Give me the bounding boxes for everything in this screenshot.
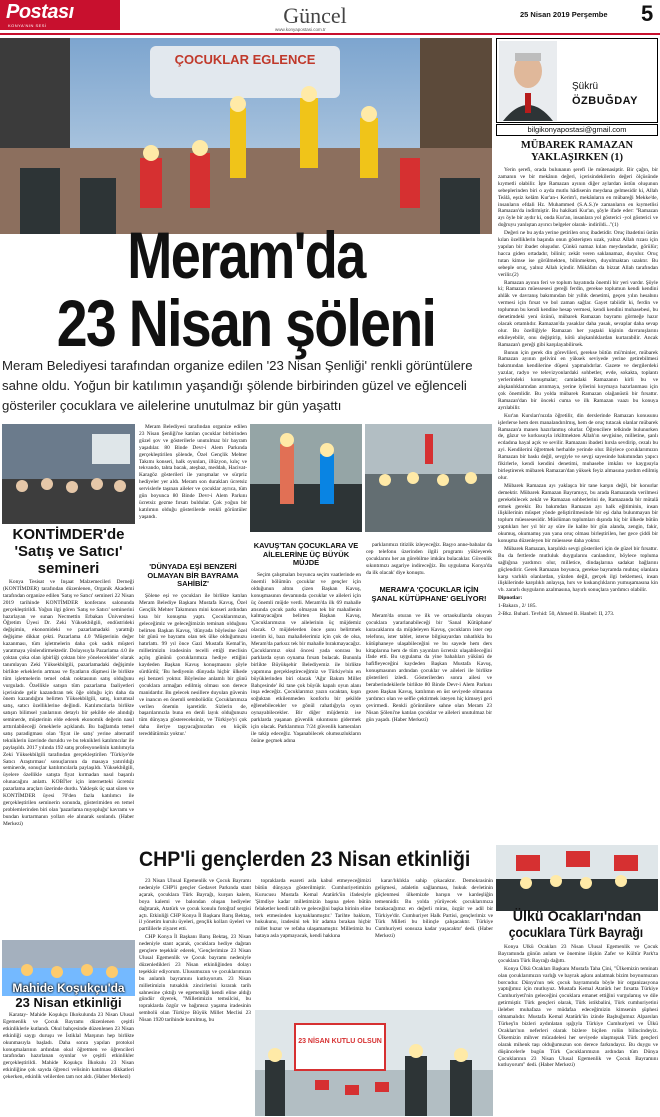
main-col3	[366, 542, 492, 584]
mahide-paragraph: Karatay- Mahide Koşukçu İlkokulunda 23 Nisan Ulusal Egemenlik ve Çocuk Bayramı düzenlenen çeşitli etkinliklerle kutlandı. Okul bahçesinde düzenlenen 23 Nisan etkinliği saygı duruşu ve İstiklal Marşının hep birlikte okunmasıyla başladı. Daha sonra yapılan protokol konuşmalarının ardından okul öğretmen ve öğrencileri tarafından hazırlanan oyunlar ve çeşitli etkinlikler gerçekleştirildi. Mahide Koşukçu İlkokulu 23 Nisan etkinliğine çok sayıda öğrenci velisinin katılması dikkatleri çekerken, etkinlik velilerden tam not aldı. (Haber Merkezi)	[3, 1012, 134, 1081]
column-paragraph: Mübarek Ramazan ayı yaklaşca bir tane karşın değil, bir konurlar demektir. Mübarek Ramazan Bayramıyz, bu arada Ramazanda verilmesi gerekebilecek zekât ve Ramazan sohbetlerini de, Ramazanda bir mütalâ etmek gerekir. Bu bakımdan Ramazan ayı halk eğitiminin, insan ilişkilerinin müspet yönde geliştirilmesinde bir eşi daha bulunmayan bir toplum müessesesidir. Müslüman toplumları dışında hiç bir ülkede bütün yaptıkları her yıl bir ay süre ile kalite bir gün alanda, zengin, fakir, okumuş, okumamış yan yana oruç olması birleştirilen, her gece çiddi bir konuşma düzenleyen bir müessese daha yoktur.	[498, 482, 658, 545]
columnist-box	[496, 38, 658, 123]
column-paragraph: Ramazan ayının feri ve toplum hayatında önemli bir yeri vardır. Şöyle ki; Ramazan müessesesi gereği ferdin, gerekse toplumun kendi kendini ahlâk ve davranış bakımından bir yıllık denetimi, geçen yılın hesabını vermesi için fırsat ve bol zaman sağlar. Gayet tabiidir ki, ferdin ve toplumun bu kendi kendine hesap vermesi, kendi kendini muhasebesi, bu denetimdeki yeni özünü, mübarek Ramazan bayramı görmeğe hazır olacak ortamlıdır. Ramazan'da yasaklar daha yasak, sevaplar daha sevap olur. Bu özelliğiyle Ramazan her yaştaki kişinin davranışlarını etkileyebilir, onu değiştirip, kötü alışkanlıklardan kurtarabilir. Ancak Ramazan'ı gereği gibi karşılayabilirsek.	[498, 279, 658, 348]
column-paragraph: Kur'an Kursları'nızda öğretilir, din derslerinde Ramazan konusunu işlerlerse hem ders manalandırılmış, hem de oruç tutacak olanlar mübarek Ramazan'a manen hazırlanmış olurlar. Öğrencilere telkinde bulunurken de, gâzur ve korkusuyla irkiltmekten Allah'ın sevgisine, milletine, şanlı ecdadına hayal açık ve sevilir. Ramazanı ibadeti hırsla sevdirip, cezalı bu ayi. Kendilerini öğretmek herhalde yerinde olur. Böylece çocuklarımızın Ramazan bir baskı değil, sevgiyle ve sevgi sayesinde bakımından yapıcı fikirlerle, kendi kendini denetimi, muhasebe imkânı ve kaygısıyla birleştirerek mübarek Ramazan'dan yüksek feyiz almasına yardım edilmiş olur.	[498, 412, 658, 481]
main-paragraph: parklarımızı titizlik izleyeceğiz. Başyo anne-babalar da cep telefonu üzerinden ilgili programı yükleyerek çocuklarını her an görebilme imkânı bulacaklar. Güvenlik sıkıntımızı asgariye indireceğiz. Bu uygulama Konya'da da ilk olacak' diye konuştu.	[366, 542, 492, 576]
ulku-body	[498, 944, 658, 1116]
masthead-rule	[0, 33, 660, 35]
columnist-avatar	[499, 41, 557, 121]
columnist-first-name: Şükrü	[572, 81, 599, 92]
columnist-email[interactable]: bilgikonyapostasi@gmail.com	[496, 124, 658, 136]
main-col3b	[366, 613, 492, 845]
chp-paragraph: CHP Konya İl Başkanı Barış Bektaş, 23 Nisan nedeniyle stant açarak, çocuklara hediye dağıtan gençlere teşekkür ederek, 'Gençlerimize 23 Nisan Ulusal Egemenlik ve Çocuk bayramı nedeniyle düzenledikleri 23 Nisan etkinliğinden dolayı teşekkür ediyorum. Ulusumuzun ve çocuklarımızın bu anlamlı bayramını kutluyorum. 23 Nisan milletimizin tutsaklık zincirlerini kırarak tarih sahnesine çıktığı ve egemenliği kendi eline aldığı gündür diyerek, ''Milletimizin temsilcisi, bu topraklarda özgür ve bağımsız yaşama iradesinin sembolü olan Türkiye Büyük Millet Meclisi 23 Nisan 1920 tarihinde kurulmuş, bu	[139, 934, 251, 1024]
columnist-title-line1: MÜBAREK RAMAZAN	[520, 140, 634, 151]
column-paragraph: Yerin şerefi, orada bulunanın şerefi ile mütenasiptir. Bir çağın, bir zamanın ve bir mekânın değeri, içerisindekilerin değeri ölçüsünde kıymetli olabilir. İşte Ramazan ayının diğer aylardan üstün oluşunun sebeplerinden biri o ayda mutlu hâdisenin meydana gelmesidir ki, Allah Teâlâ, eşsiz kelâm Kur'an-ı Kerim'i, mekânların en mübareği Mekke'de, insanların efdali Hz. Muhammed (S.A.S.)'e zamanların en kıymetlisi Ramazan'da indirmiştir. Bu hakikati Kur'an, şöyle ifade eder: "Ramazan ayı öyle bir aydır ki, onda Kur'an, insanlara yol gösterici -yol gösterici ve doğruyu yanlıştan ayırıcı belgeler olarak- indirildi..."(1)	[498, 167, 658, 229]
columnist-surname: ÖZBUĞDAY	[572, 95, 638, 107]
footnotes-title: Dipnotlar:	[498, 595, 523, 602]
main-paragraph: Meram Belediyesi tarafından organize edilen 23 Nisan Şenliği'ne katılan çocuklar birbirinden güzel şov ve gösterilerle unutulmaz bir bayram yaşadılar. 80 Binde Devr-i Alem Parkında gerçekleştirilen şölende, Özel Gençlik Mehter Takımı konseri, halk oyunları, illüzyon, kılıç ve tekvando, tahta bacak, ateşbaz, meddah, Hacivat-Karagöz gösterileri ile yarışmalar ve sürpriz hediyeler yer aldı. Meram son durakları ücretsiz servislerle taşınan aileler ve çocuklar ayrıca, tüm gün boyunca 80 Binde Devr-i Alem Parkını ücretsiz gezme fırsatı buldular. Çok yoğun bir katılımın olduğu gösterilerde renkli görüntüler yaşandı.	[139, 424, 247, 520]
masthead	[0, 0, 660, 36]
columnist-title-line2: YAKLAŞIRKEN (1)	[530, 152, 624, 163]
columnist-body	[498, 167, 658, 827]
ulku-title-line1: Ülkü Ocakları'ndan	[512, 908, 642, 925]
footnote: 1-Bakara , 2/ 185.	[498, 603, 537, 610]
chp-paragraph: topraklarda esareti asla kabul etmeyeceğimizi bütün dünyaya gösterilmiştir. Cumhuriyetimizin Kurucusu Mustafa Kemal Atatürk'ün ifadesiyle 'Şimdiye kadar milletimizin başına gelen bütün felaketler kendi talih ve geleceğini başka birinin eline terk etmesinden kaynaklanmıştır.' Tarihte bakkım, hukukunu, iradesini tek bir adama bırakan hiçbir millet huzur ve refaha ulaşamamıştır. Milletimiz bu hataya asla yapmayacak, kendi hakkına	[255, 878, 371, 940]
main-subhead1: 'DÜNYADA EŞİ BENZERİ OLMAYAN BİR BAYRAMA SAHİBİZ'	[147, 562, 239, 588]
main-paragraph: Meram'da oturan ve ilk ve ortaokullarda okuyan çocuklara yararlanabileceği bir 'Sanal Kütüphane' kuracaklarını da müjdeleyen Kavuş, çocukların ister cep telefonu, ister tablet, isterse bilgisayardan rahatlıkla bu kütüphaneye ulaşabileceğini ve bu sayede hem ders kitaplarına hem de tüm yayınları ücretsiz ulaşabileceğini ifade etti. Bu uygulama da yine bahalıları yükünü de hafifleyeceğini kaydeden Başkan Mustafa Kavuş, konuşmasının ardından çocuklar ve aileleri ile birlikte gösterileri izledi. Gösterilerden sonra ailesi ve beraberindekilerle birlikte 80 Binde Devr-i Alem Parkını gezen Başkan Kavuş, katılımın en üst seviyede olmasına yardımcı olan ve selfie çektirmek isteyen hiç kimseyi geri çevirmedi. Renkli görüntülere sahne olan Meram 23 Nisan Şöleni'ne katılan çocuklar ve aileleri unutulmaz bir gün yaşadı. (Haber Merkezi)	[366, 613, 492, 723]
chp-col3	[375, 878, 493, 1006]
column-paragraph: Mübarek Ramazan, karşılıklı sevgi gösterileri için de güzel bir fırsattır. Bu da fertlerde mutluluk duygularını canlandırır, böylece topluma sağlığına yardımcı olur, milletice, dindaşlarına sadakat bağlarını güçlendirir. Gerek Ramazan boyunca, gerekse bayramda muhtaç olanlara karşı varlıklı olanlardan, yüzden değil, gerçek ilgi beklemesi, insan ilişkilerinde karşılıklı anlayışa, hırs ve kıskançlıkların yumuşamasına kin vb. zararlı duyguların azalmasına, hayırlı sonuçlara yardımcı olabilir.	[498, 545, 658, 594]
main-col1	[139, 424, 247, 559]
ulku-title-line2: çocuklara Türk Bayrağı	[508, 925, 644, 940]
main-subhead2: KAVUŞ'TAN ÇOCUKLARA VE AİLELERİNE ÜÇ BÜYÜK MÜJDE	[253, 541, 359, 567]
chp-col1	[139, 878, 251, 1116]
column-paragraph: Değeri ne bu ayda yerine getirilen oruç ibadetidir. Oruç ibadetini üstün kılan özelliklerin başında onun gösterişten uzak, yalnız Allah rızası için yapılan bir ibadet oluşudur. Çünkü namaz kılan meydandadır, görülür; hacca giden ortadadır, bilinir; zekât veren saklanamaz, duyulur. Oruç tutan kimse ise görülmekten, bilinmekten, duyulmaktan uzaktır. Bu sebeple oruç, yalnız Allah içindir. Mükâfatı da bizzat Allah tarafından verilir.(2)	[498, 230, 658, 278]
chp-photo-sign: 23 NİSAN KUTLU OLSUN	[298, 1038, 382, 1045]
kontimder-title-line3: semineri	[37, 560, 100, 577]
kontimder-title-line2: 'Satış ve Satıcı'	[14, 543, 123, 560]
main-headline-line2: 23 Nisan şöleni	[56, 286, 436, 360]
issue-date: 25 Nisan 2019 Perşembe	[520, 10, 608, 19]
page-number: 5	[641, 1, 654, 26]
main-photo-2	[250, 424, 362, 532]
main-paragraph: Seçim çalışmaları boyunca seçim vaatlerinde en önemli bölümün çocuklar ve gençler için olduğunun altını çizen Başkan Kavuş, konuşmasının devamında çocuklar ve aileleri için üç önemli müjde verdi. Meram'da ilk 69 mahalle atısında çocuk parkı olmayan tek bir mahallenin kalmayacağını belirten Başkan Kavuş, 'Çocuklarımızın ve ailelerinin üç müjdemiz olacak. O müjdelerden önce şunu belirtmek isterim ki, bazı mahallelerimiz için çok de olsa, Meram'da parksız tek bir mahalle bırakmayacağız. Çocuklarımız okul öncesi yada sonrası bu parklarda oyun oynama fırsatı bulacak. Bununla birlikte Büyükşehir Belediyemiz ile birlikte yapımına gerçekleştireceğimiz ve Türkiye'nin en büyüklerinden biri olacak 'Ağır Bakım Millet Bahçesinde' iki tane çok büyük kapalı oyun alanı inşa edeceğiz. Çocuklarımız yazın sıcaktan, kışın soğuktan etkilenmeden konforlu bir şekilde eğlenebilecekler ve gönül rahatlığıyla oyun oynayabilecekler. Bir diğer müjdemiz ise parklarda yaşanan güvenlik sıkıntısını gidermek için olacak. Parklarımızı 7/24 güvenlik kameraları ile takip edeceğiz. Yaşanabilecek olumsuzlukların önüne geçmek adına	[251, 572, 361, 744]
main-headline-line1: Meram'da	[127, 218, 365, 292]
main-photo-3	[365, 424, 492, 532]
logo-tagline: KONYA'NIN SESİ	[8, 23, 47, 28]
banner-sign: ÇOCUKLAR EGLENCE	[174, 52, 316, 67]
section-title: Güncel	[283, 3, 347, 28]
main-photo	[0, 38, 492, 234]
chp-paragraph: karar/lıklıkla sahip çıkacaktır. Demokrasinin gelişmesi, adaletin sağlanması, hukuk devletinin güçlenmesi ülkemizde barışın ve kardeşliğin temennidir. Bu yolda yürüyecek çocuklarımıza bırakacağımız en değerli miras, özgür ve adil bir Türkiye'dir. Cumhuriyet Halk Partisi, gençlerimiz ve Türk Milleti bu bilinçle çalışacaktır. Türkiye Cumhuriyeti sonsuza kadar yaşacaktır' dedi. (Haber Merkezi)	[375, 878, 493, 940]
main-col1b	[139, 593, 247, 845]
column-paragraph: Bunun için gerek din görevlileri, gerekse bütün mü'minler, mübarek Ramazan ayının gelivini en yüksek seviyede yerine getirebilmesi bakımından kendilerine düşeni yapmalıdırlar. Gazete ve dergilerdeki yazılar, radyo ve televizyonlardaki sohbetler, evde, sokakta, toplantı yerlerindeki konuşmalar; camiadaki Ramazanın kirli bu ve alışkanlıklarından arınmaya, yerine iyilerini koymaya hazırlanması için çok önemlidir. Bu yolda mübarek Ramazan olağanüstü bir fırsattır. Ramazan'dan bir önceki cuma ve ilk Ramazan vaazı bu konuya ayrılabilir.	[498, 349, 658, 411]
logo-text: Postası	[6, 1, 74, 23]
site-url[interactable]: www.konyapostasi.com.tr	[275, 27, 326, 32]
kontimder-title-line1: KONTİMDER'de	[12, 526, 125, 543]
main-paragraph: Şölene eşi ve çocukları ile birlikte katılan Meram Belediye Başkanı Mustafa Kavuş, Özel Gençlik Mehter Takımının mini konseri ardından kısa bir konuşma yaptı. Çocuklarımızın, geleceğimiz ve geleceğimizin teminatı olduğunu belirten Başkan Kavuş, 'dünyada böylesine özel bir günü ve bayramı olan tek ülke olduğumuzu hatırlattı. 99 yıl önce Gazi Mustafa Kemal'in, milletimizin iradesinin tecelli ettiği meclisin açılış gününü çocuklarımıza hediye ettiğini kaydeden Başkan Kavuş konuşmasını şöyle sürdürdü; 'Bu hediyenin dünyada hiçbir ülkede eşi benzeri yoktur. Böylesine anlamlı bir günü çocuklara armağan edilmiş olması son derece manidardır. Bu gelecek nesillere duyulan güvenin ve inancın en önemli sembolüdür. Çocuklarımıza verilen önemin işaretidir. Sizlerin de, başarılarınızla buna en denli layık olduğunuzu tüm dünyaya göstereceksiniz, ve Türkiye'yi çok daha ileriye taşıyacağınızdan en küçük tereddütümüz yoktur.'	[139, 593, 247, 738]
ulku-paragraph: Konya Ülkü Ocakları Başkanı Mustafa Taha Çini, "Ülkemizin teminatı olan çocuklarımızın varlığı ve bayrak aşkını anlatmak bizim boynumuzun borcudur. Dünya'nın tek çocuk bayramında böyle bir organizasyona yaptığımız için mutluyuz. Mustafa Kemal Atatürk her fırsatta Türkiye Cumhuriyeti'nin geleceğini çocuklara emanet ettiğini vurgulamış ve dile getirmiştir. Türk gençleri olarak, Türk istikbalini, Türk cumhuriyetini ilelebet muhafaza ve müdafaa edeceğimizin kimsenin şüphesi olmamalıdır. Mustafa Kemal Atatürk'ün izinde Başbuğumuz Alparslan Türkeş'in bizleri aydınlatan ışığıyla Türkiye Cumhuriyeti ve Ülkü Ocakları'nın neferleri olarak bizlere biçilen rolün bilincindeyiz. Ülkemizin mihver mücadelesi her seviyede ulaşmışsak Türk gençleri olarak mihenk taşı olduğumuzun son derece farkındayız. Bu duygu ve düşüncelerle bugün Türk Çocuklarımızın ardından tüm Dünya Çocuklarının 23 Nisan Ulusal Egemenlik ve Çocuk Bayramını kutluyorum" dedi. (Haber Merkezi)	[498, 965, 658, 1069]
mahide-title-line1: Mahide Koşukçu'da	[12, 981, 125, 995]
chp-paragraph: 23 Nisan Ulusal Egemenlik ve Çocuk Bayramı nedeniyle CHP'li gençler Gedavet Parkında stant açarak, çocuklara Türk Bayrağı, kurşun kalem, boya kalemi ve balondan oluşan hediyeler dağıtarak, Atatürk ve çocuk konulu fotoğraf sergisi açtı. Etkinliği CHP Konya İl Başkanı Barış Bektaş, il yönetim kurulu üyeleri, gençlik kolları üyeleri ve partililerle ziyaret etti.	[139, 878, 251, 933]
kontimder-body	[3, 579, 134, 935]
main-col2	[251, 572, 361, 845]
chp-photo	[255, 1010, 493, 1116]
footnote: 2-Bkz. Buhari. Tevhid: 50, Ahmed B. Hanbel: II, 273.	[498, 611, 615, 618]
mahide-title-line2: 23 Nisan etkinliği	[15, 995, 122, 1010]
ulku-photo	[496, 845, 658, 911]
main-subhead3: MERAM'A 'ÇOCUKLAR İÇİN ŞANAL KÜTÜPHANE' GELİYOR!	[371, 585, 487, 603]
chp-col2	[255, 878, 371, 1006]
main-lead: Meram Belediyesi tarafından organize edilen '23 Nisan Şenliği' renkli görüntülere sahne oldu. Yoğun bir katılımın yaşandığı şölende birbirinden güzel ve eğlenceli gösteriler çocuklara ve ailelerine unutulmaz bir gün yaşattı	[2, 358, 473, 413]
chp-headline: CHP'li gençlerden 23 Nisan etkinliği	[139, 848, 471, 871]
mahide-body	[3, 1012, 134, 1116]
kontimder-paragraph: Konya Tesisat ve İnşaat Malzemecileri Derneği (KONTİMDER) tarafından düzenlenen, Organik Akademi tarafından organize edilen 'Satış ve Satıcı' semineri 22 Nisan 2019 tarihinde KONTİMDER konferans salonunda gerçekleştirildi. Yoğun ilgi gören 'Satış ve Satıcı' seminerini hazırlayan ve sunan Necmettin Erbakan Üniversitesi Öğretim Üyesi Dr. Zeki Yüksekbilgili, endüstrideki değişimin, ekonomideki ve pazarlamadaki yarattığı değişime dikkat çekti. Pazarlama 4.0 'Müşterinin değer kazanması, tüm işletmelerin daha çok sadık müşteri yaratmaya yönlendirmektedir. Dolayısıyla Pazarlama 4.0 ile çoktan çoka olan işbirliği çoktan bire yöneleceklder' olarak tanımlayan Zeki Yüksekbilgili, pazarlamadaki değişimle birlikte erkeklerin artması ve fiyatların düşmesi ile birlikte tüm işletmelerin temel odak noktasının satış olduğunu vurguladı. Özellikle satışın tüm pazarlama faaliyetleri içerisinde gelir kazandıran tek öğe olduğu için daha da önem kazandığını belirten Yüksekbilgili, satış, kurumsal satış, satıcı özelliklerine değindi. Katılımcılarla birlikte satışın bilimsel yanlarının detaylı bir şekilde ele alındığı seminerde, müşterinin elde ederek ekonomik değerin nasıl arttırılabileceği örneklerle açıklandı. Bu bağlamda temel satış paradigması olan 'fiyat ile satış' yerine alternatif tekniklerin üzerinde duruldu ve bu teknikleri katılımcılar ile paylaşıldı. 2017 yılında 192 satış profesyonelinin katılımıyla Zeki Yüksekbilgili tarafından gerçekleştirilen 'Türkiye'de Satıcı Araştırması' sonuçlarının da masaya yatırıldığı seminerde, sonuçlar katılımcılarla paylaşıldı. Yüksekbilgili, üyelere özellikle satışta fiyat kırmadan nasıl başarılı olunacağını anlattı. KOBİ'ler için internetteki ücretsiz pazarlama araçları üzerinde durdu. Yakleşık üç saat süren ve KONTİMDER üyesi 70'den fazla katılımcı ile gerçekleştirilen seminerin sonunda, gösterimiden en temel problemlerinden biri olan 'pazarlama mıyopluğu' kavramı ve bundan kurtarmanın yolları ele alınarak sonlandı. (Haber Merkezi)	[3, 579, 134, 827]
kontimder-photo	[2, 424, 135, 524]
ulku-paragraph: Konya Ülkü Ocakları 23 Nisan Ulusal Egemenlik ve Çocuk Bayramında günün anlam ve önemine ilişkin Zafer ve Kültür Park'ta çocuklara Türk Bayrağı dağıttı.	[498, 944, 658, 964]
